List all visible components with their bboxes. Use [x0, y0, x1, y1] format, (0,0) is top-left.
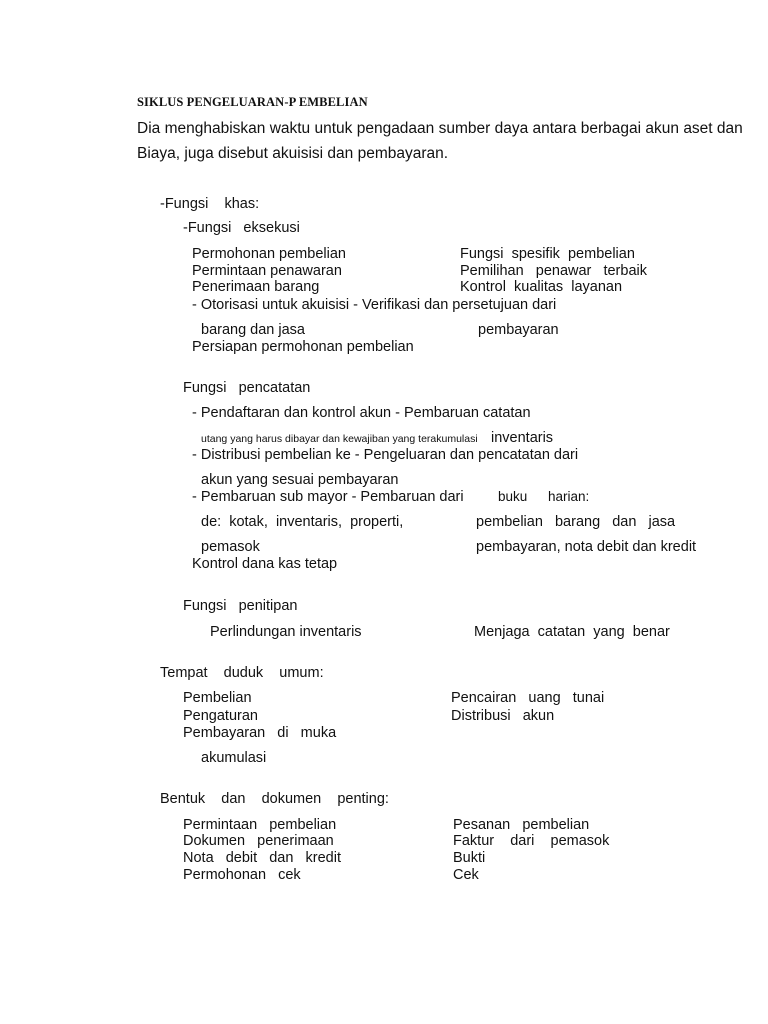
general-right-item: Distribusi akun — [451, 708, 555, 724]
recording-small-note: utang yang harus dibayar dan kewajiban yang terakumulasi — [201, 433, 478, 445]
typical-functions-heading: -Fungsi khas: — [160, 196, 260, 212]
authorization-right: pembayaran — [478, 322, 559, 338]
general-left-item: Pembelian — [183, 690, 252, 706]
intro-line-2: Biaya, juga disebut akuisisi dan pembayaran. — [137, 145, 449, 162]
execution-right-item: Kontrol kualitas layanan — [460, 279, 623, 295]
execution-left-item: Permohonan pembelian — [192, 246, 346, 262]
execution-left-item: Penerimaan barang — [192, 279, 320, 295]
recording-pemasok-left: pemasok — [201, 539, 260, 555]
document-title: SIKLUS PENGELUARAN-P EMBELIAN — [137, 95, 368, 109]
documents-left-item: Nota debit dan kredit — [183, 850, 341, 866]
recording-heading: Fungsi pencatatan — [183, 380, 311, 396]
general-akumulasi: akumulasi — [201, 750, 267, 766]
documents-right-item: Bukti — [453, 850, 486, 866]
execution-right-item: Pemilihan penawar terbaik — [460, 263, 647, 279]
intro-line-1: Dia menghabiskan waktu untuk pengadaan sumber daya antara berbagai akun aset dan — [137, 120, 743, 137]
custody-heading: Fungsi penitipan — [183, 598, 298, 614]
documents-right-item: Pesanan pembelian — [453, 817, 590, 833]
documents-left-item: Permohonan cek — [183, 867, 301, 883]
authorization-line: - Otorisasi untuk akuisisi - Verifikasi dan persetujuan dari — [192, 297, 557, 313]
custody-right: Menjaga catatan yang benar — [474, 624, 670, 640]
recording-line-3: - Pembaruan sub mayor - Pembaruan dari — [192, 489, 464, 505]
general-seating-heading: Tempat duduk umum: — [160, 665, 324, 681]
documents-left-item: Dokumen penerimaan — [183, 833, 334, 849]
recording-de-left: de: kotak, inventaris, properti, — [201, 514, 404, 530]
execution-heading: -Fungsi eksekusi — [183, 220, 300, 236]
documents-right-item: Cek — [453, 867, 479, 883]
execution-left-item: Permintaan penawaran — [192, 263, 342, 279]
recording-de-right: pembelian barang dan jasa — [476, 514, 676, 530]
documents-right-item: Faktur dari pemasok — [453, 833, 610, 849]
recording-kontrol: Kontrol dana kas tetap — [192, 556, 338, 572]
general-left-item: Pengaturan — [183, 708, 258, 724]
recording-harian: harian: — [548, 489, 590, 504]
execution-right-item: Fungsi spesifik pembelian — [460, 246, 635, 262]
documents-left-item: Permintaan pembelian — [183, 817, 337, 833]
general-left-item: Pembayaran di muka — [183, 725, 337, 741]
preparation-line: Persiapan permohonan pembelian — [192, 339, 414, 355]
custody-left: Perlindungan inventaris — [210, 624, 362, 640]
authorization-left: barang dan jasa — [201, 322, 305, 338]
recording-line-1: - Pendaftaran dan kontrol akun - Pembaruan catatan — [192, 405, 531, 421]
recording-buku: buku — [498, 489, 528, 504]
recording-pemasok-right: pembayaran, nota debit dan kredit — [476, 539, 697, 555]
recording-inventory: inventaris — [491, 430, 554, 446]
documents-heading: Bentuk dan dokumen penting: — [160, 791, 389, 807]
recording-line-2: - Distribusi pembelian ke - Pengeluaran dan pencatatan dari — [192, 447, 579, 463]
general-right-item: Pencairan uang tunai — [451, 690, 605, 706]
recording-line-2b: akun yang sesuai pembayaran — [201, 472, 399, 488]
